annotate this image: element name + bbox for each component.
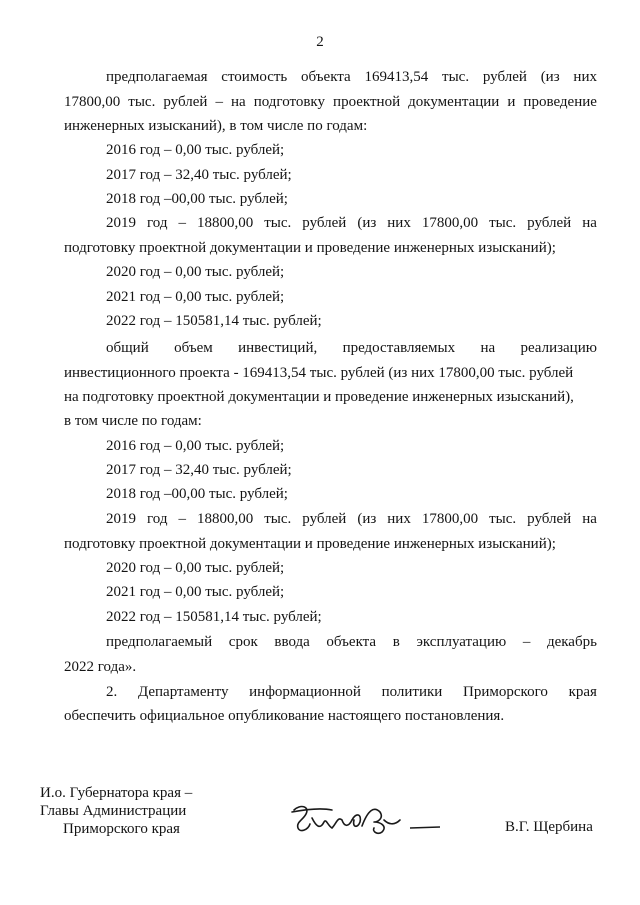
word: тыс. (264, 215, 292, 231)
text-line-11: 2022 год – 150581,14 тыс. рублей; (106, 313, 322, 329)
word: рублей (163, 94, 208, 110)
word: предоставляемых (342, 340, 456, 356)
signatory-title-line-2: Главы Администрации (40, 803, 187, 819)
word: на (480, 340, 496, 356)
word: рублей (527, 511, 572, 527)
word: них (387, 511, 411, 527)
word: в (392, 634, 400, 650)
word: Приморского (463, 684, 548, 700)
text-line-22: 2021 год – 0,00 тыс. рублей; (106, 584, 285, 600)
word: ввода (274, 634, 310, 650)
word: – (522, 634, 531, 650)
handwritten-signature (288, 800, 448, 840)
word: рублей (302, 511, 347, 527)
text-line-24 (106, 633, 597, 651)
word: срок (228, 634, 258, 650)
word: информационной (249, 684, 361, 700)
text-line-2 (64, 93, 597, 111)
word: на (230, 94, 246, 110)
word: год (147, 511, 168, 527)
word: подготовку (253, 94, 326, 110)
text-line-23: 2022 год – 150581,14 тыс. рублей; (106, 609, 322, 625)
text-line-3: инженерных изысканий), в том числе по годам: (64, 118, 368, 134)
text-line-4: 2016 год – 0,00 тыс. рублей; (106, 142, 285, 158)
text-line-1 (106, 68, 597, 86)
text-line-9: 2020 год – 0,00 тыс. рублей; (106, 264, 285, 280)
word: рублей (302, 215, 347, 231)
word: рублей (482, 69, 527, 85)
word: 18800,00 (196, 215, 254, 231)
word: них (573, 69, 597, 85)
word: них (387, 215, 411, 231)
word: объем (174, 340, 213, 356)
text-line-15: в том числе по годам: (64, 413, 202, 429)
word: – (178, 215, 186, 231)
word: объекта (326, 634, 377, 650)
signatory-name: В.Г. Щербина (505, 819, 593, 835)
text-line-20: подготовку проектной документации и проведение инженерных изысканий); (64, 536, 556, 552)
text-line-12 (106, 339, 597, 357)
text-line-18: 2018 год –00,00 тыс. рублей; (106, 486, 288, 502)
word: на (582, 511, 597, 527)
word: тыс. (489, 511, 517, 527)
word: эксплуатацию (416, 634, 507, 650)
word: 169413,54 (364, 69, 429, 85)
text-line-14: на подготовку проектной документации и проведение инженерных изысканий), (64, 389, 574, 405)
word: год (147, 215, 168, 231)
word: и (507, 94, 516, 110)
word: объекта (301, 69, 351, 85)
word: политики (381, 684, 443, 700)
word: 17800,00 (421, 215, 479, 231)
word: документации (408, 94, 500, 110)
word: предполагаемая (106, 69, 208, 85)
text-line-7 (106, 214, 597, 232)
word: предполагаемый (106, 634, 213, 650)
word: (из (357, 511, 377, 527)
word: общий (106, 340, 149, 356)
word: тыс. (442, 69, 470, 85)
word: 18800,00 (196, 511, 254, 527)
word: края (568, 684, 597, 700)
text-line-10: 2021 год – 0,00 тыс. рублей; (106, 289, 285, 305)
text-line-25: 2022 года». (64, 659, 137, 675)
word: проектной (333, 94, 401, 110)
word: реализацию (520, 340, 597, 356)
text-line-27: обеспечить официальное опубликование настоящего постановления. (64, 708, 505, 724)
word: тыс. (264, 511, 292, 527)
signatory-title-line-3: Приморского края (63, 821, 180, 837)
text-line-5: 2017 год – 32,40 тыс. рублей; (106, 167, 292, 183)
text-line-16: 2016 год – 0,00 тыс. рублей; (106, 438, 285, 454)
word: (из (540, 69, 560, 85)
word: проведение (523, 94, 597, 110)
word: тыс. (489, 215, 517, 231)
word: (из (357, 215, 377, 231)
text-line-8: подготовку проектной документации и проведение инженерных изысканий); (64, 240, 556, 256)
word: 2019 (106, 215, 136, 231)
word: декабрь (546, 634, 597, 650)
word: 17800,00 (421, 511, 479, 527)
text-line-26 (106, 683, 597, 701)
word: – (215, 94, 223, 110)
page-number: 2 (316, 34, 324, 50)
word: 17800,00 (64, 94, 121, 110)
word: рублей (527, 215, 572, 231)
signatory-title-line-1: И.о. Губернатора края – (40, 785, 193, 801)
text-line-13: инвестиционного проекта - 169413,54 тыс. рублей (из них 17800,00 тыс. рублей (64, 365, 574, 381)
word: Департаменту (137, 684, 229, 700)
text-line-17: 2017 год – 32,40 тыс. рублей; (106, 462, 292, 478)
word: инвестиций, (238, 340, 318, 356)
word: 2. (106, 684, 118, 700)
word: на (582, 215, 597, 231)
text-line-21: 2020 год – 0,00 тыс. рублей; (106, 560, 285, 576)
text-line-19 (106, 510, 597, 528)
text-line-6: 2018 год –00,00 тыс. рублей; (106, 191, 288, 207)
word: стоимость (221, 69, 288, 85)
word: 2019 (106, 511, 136, 527)
word: – (178, 511, 186, 527)
word: тыс. (128, 94, 156, 110)
